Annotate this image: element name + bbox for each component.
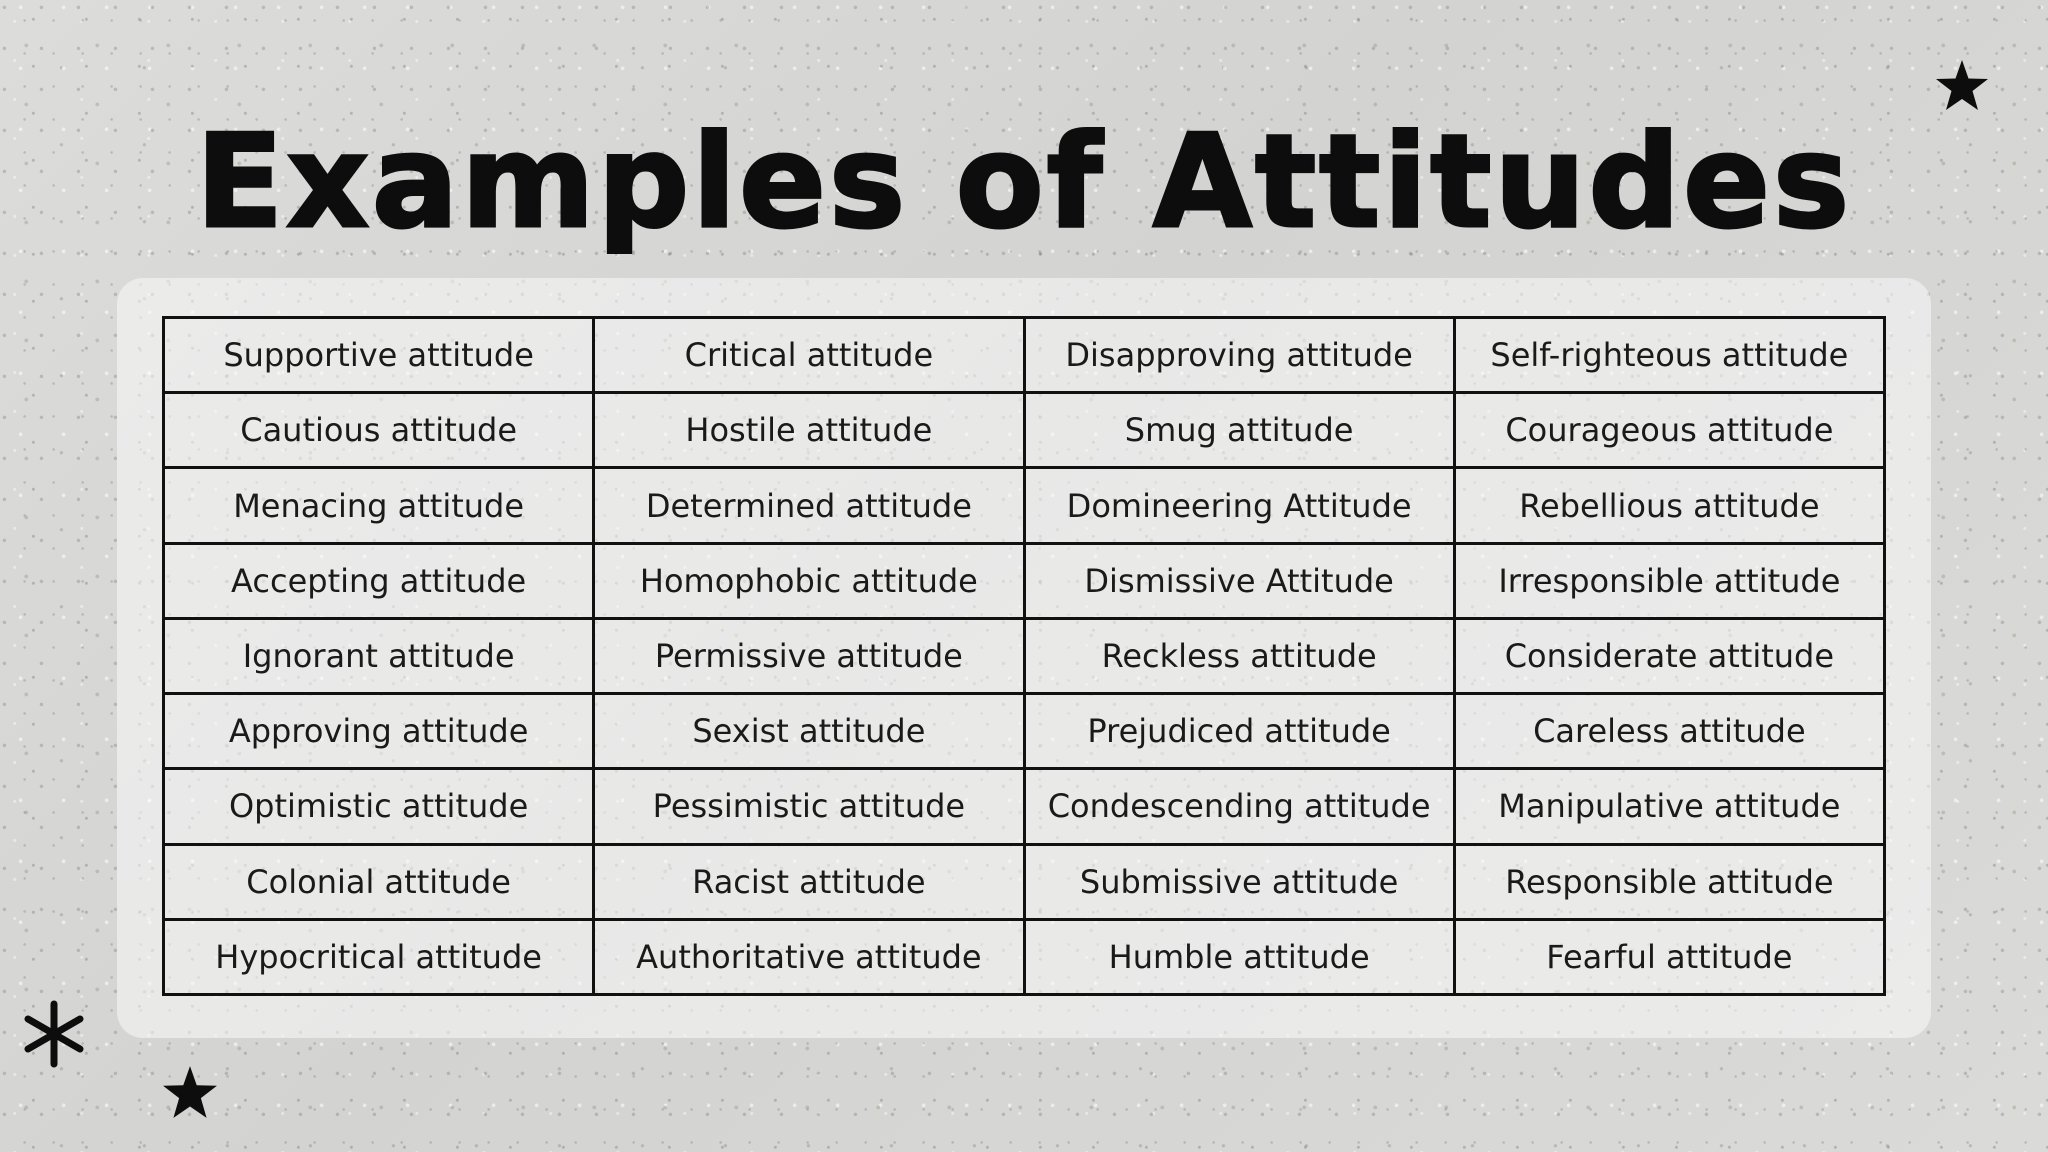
table-cell: Cautious attitude: [164, 393, 594, 468]
table-cell: Rebellious attitude: [1454, 468, 1884, 543]
star-icon: [161, 1064, 219, 1122]
table-row: [164, 618, 1885, 693]
table-row: [164, 769, 1885, 844]
table-cell: Reckless attitude: [1024, 618, 1454, 693]
table-cell: Supportive attitude: [164, 318, 594, 393]
table-cell: Authoritative attitude: [594, 919, 1024, 994]
table-row: [164, 543, 1885, 618]
table-cell: Self-righteous attitude: [1454, 318, 1884, 393]
attitudes-table: [162, 316, 1886, 996]
table-cell: Approving attitude: [164, 694, 594, 769]
table-cell: Racist attitude: [594, 844, 1024, 919]
table-row: [164, 468, 1885, 543]
table-row: [164, 919, 1885, 994]
table-cell: Careless attitude: [1454, 694, 1884, 769]
table-cell: Manipulative attitude: [1454, 769, 1884, 844]
table-row: [164, 694, 1885, 769]
table-row: [164, 393, 1885, 468]
table-cell: Humble attitude: [1024, 919, 1454, 994]
table-cell: Hypocritical attitude: [164, 919, 594, 994]
table-cell: Pessimistic attitude: [594, 769, 1024, 844]
table-cell: Prejudiced attitude: [1024, 694, 1454, 769]
asterisk-icon: [20, 1000, 88, 1068]
table-cell: Colonial attitude: [164, 844, 594, 919]
table-cell: Hostile attitude: [594, 393, 1024, 468]
star-icon: [1934, 58, 1990, 114]
table-cell: Irresponsible attitude: [1454, 543, 1884, 618]
table-cell: Permissive attitude: [594, 618, 1024, 693]
table-cell: Considerate attitude: [1454, 618, 1884, 693]
table-cell: Condescending attitude: [1024, 769, 1454, 844]
table-cell: Sexist attitude: [594, 694, 1024, 769]
table-cell: Smug attitude: [1024, 393, 1454, 468]
table-cell: Fearful attitude: [1454, 919, 1884, 994]
table-cell: Accepting attitude: [164, 543, 594, 618]
table-cell: Ignorant attitude: [164, 618, 594, 693]
table-cell: Critical attitude: [594, 318, 1024, 393]
table-cell: Disapproving attitude: [1024, 318, 1454, 393]
table-cell: Domineering Attitude: [1024, 468, 1454, 543]
table-cell: Determined attitude: [594, 468, 1024, 543]
table-cell: Dismissive Attitude: [1024, 543, 1454, 618]
table-cell: Submissive attitude: [1024, 844, 1454, 919]
page-title: Examples of Attitudes: [195, 108, 1853, 257]
table-cell: Optimistic attitude: [164, 769, 594, 844]
table-cell: Homophobic attitude: [594, 543, 1024, 618]
table-row: [164, 844, 1885, 919]
table-cell: Responsible attitude: [1454, 844, 1884, 919]
table-cell: Menacing attitude: [164, 468, 594, 543]
table-row: [164, 318, 1885, 393]
table-cell: Courageous attitude: [1454, 393, 1884, 468]
